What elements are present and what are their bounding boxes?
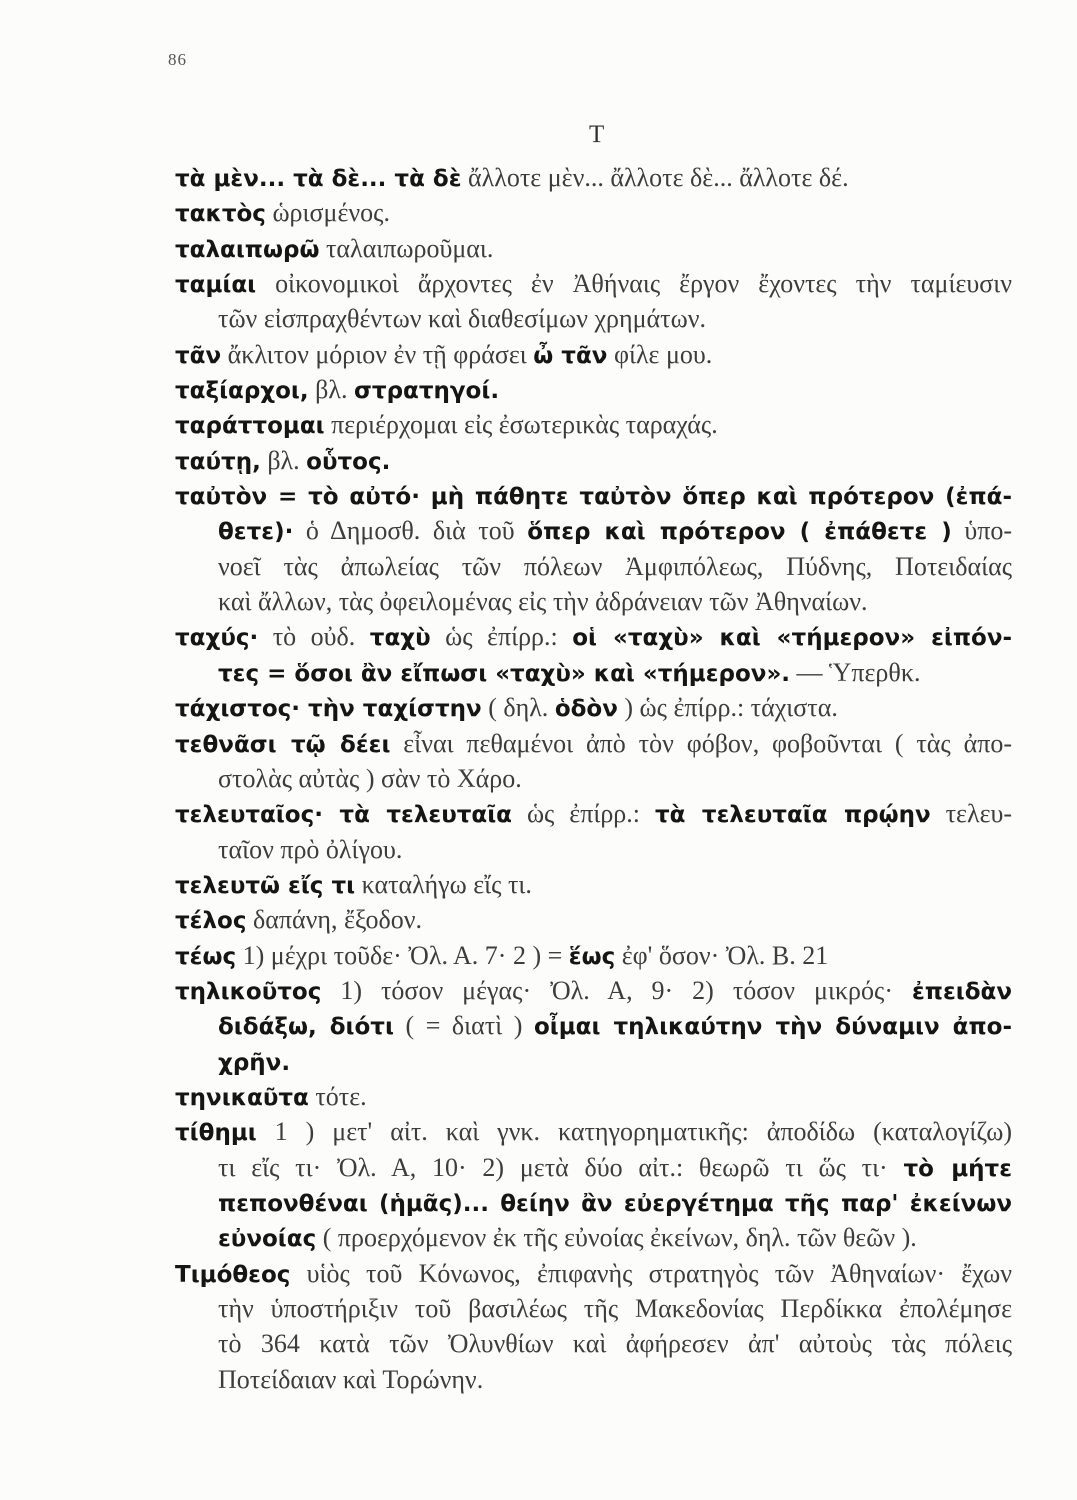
glossary-entry [175, 1256, 1012, 1397]
entry-continuation-line [175, 1220, 1012, 1255]
entry-continuation-line [175, 1185, 1012, 1220]
glossary-entry [175, 443, 1012, 478]
definition-text: ταλαιπωροῦμαι. [325, 233, 494, 263]
glossary-entry [175, 407, 1012, 442]
entry-continuation-line [175, 301, 1012, 336]
entry-first-line [175, 726, 1012, 761]
headword-text: ταχὺ [369, 625, 431, 652]
entry-first-line [175, 337, 1012, 372]
headword-text: τάχιστος· τὴν ταχίστην [175, 696, 482, 723]
line-text [218, 761, 522, 796]
definition-text: Ποτείδαιαν καὶ Τορώνην. [218, 1364, 484, 1394]
glossary-entry [175, 1114, 1012, 1255]
definition-text: νοεῖ τὰς ἀπωλείας τῶν πόλεων Ἀμφιπόλεως, Πύδνης, Ποτειδαίας [218, 551, 1012, 581]
definition-text: περιέρχομαι εἰς ἐσωτερικὰς ταραχάς. [331, 410, 718, 440]
definition-text: — Ὑπερθκ. [796, 657, 921, 687]
glossary-entry [175, 867, 1012, 902]
entry-first-line [175, 1114, 1012, 1149]
glossary-entry [175, 973, 1012, 1079]
definition-text: ὡρισμένος. [272, 198, 390, 228]
entry-first-line [175, 266, 1012, 301]
entry-continuation-line [175, 1362, 1012, 1397]
line-text [218, 1326, 1012, 1361]
definition-text: οἰκονομικοὶ ἄρχοντες ἐν Ἀθήναις ἔργον ἔχοντες τὴν ταμίευσιν [275, 269, 1013, 299]
line-text [175, 266, 1012, 303]
headword-text: θετε)· [218, 519, 294, 546]
glossary-entry [175, 478, 1012, 619]
glossary-entry [175, 902, 1012, 937]
headword-text: ἕως [568, 943, 616, 970]
line-text [175, 231, 493, 268]
definition-text: ( δηλ. [488, 693, 549, 723]
headword-text: τες = ὅσοι ἂν εἴπωσι «ταχὺ» καὶ «τήμερον». [218, 660, 791, 687]
headword-text: τελευταῖος· τὰ τελευταῖα [175, 802, 512, 829]
glossary-entry [175, 266, 1012, 337]
definition-text: τὸ οὐδ. [272, 622, 356, 652]
line-text [175, 726, 1012, 763]
headword-text: οἶμαι τηλικαύτην τὴν δύναμιν ἀπο- [533, 1014, 1013, 1041]
glossary-entry [175, 726, 1012, 797]
entry-first-line [175, 443, 1012, 478]
line-text [218, 1362, 483, 1397]
headword-text: τέλος [175, 908, 247, 935]
headword-text: τεθνᾶσι τῷ δέει [175, 731, 391, 758]
definition-text: τὸ 364 κατὰ τῶν Ὀλυνθίων καὶ ἀφήρεσεν ἀπ' αὐτοὺς τὰς πόλεις [218, 1329, 1012, 1359]
headword-text: ταὐτὸν = τὸ αὐτό· μὴ πάθητε ταὐτὸν ὅπερ καὶ πρότερον (ἐπά- [175, 484, 1012, 511]
glossary-entry [175, 1079, 1012, 1114]
headword-text: ταχύς· [175, 625, 259, 652]
line-text [175, 619, 1012, 656]
headword-text: ταράττομαι [175, 413, 325, 440]
definition-text: ὡς ἐπίρρ.: [526, 799, 641, 829]
entry-continuation-line [175, 1044, 1012, 1079]
entry-continuation-line [175, 1150, 1012, 1185]
headword-text: τέως [175, 943, 237, 970]
definition-text: δαπάνη, ἔξοδον. [252, 905, 423, 935]
entry-continuation-line [175, 655, 1012, 690]
entry-first-line [175, 160, 1012, 195]
entry-continuation-line [175, 761, 1012, 796]
line-text [218, 1044, 290, 1081]
headword-text: στρατηγοί. [353, 378, 500, 405]
definition-text: 1) τόσον μέγας· Ὀλ. Α, 9· 2) τόσον μικρός· [340, 975, 893, 1005]
entry-first-line [175, 372, 1012, 407]
line-text [175, 407, 718, 444]
entry-continuation-line [175, 584, 1012, 619]
entry-first-line [175, 938, 1012, 973]
entry-continuation-line [175, 513, 1012, 548]
headword-text: τελευτῶ εἴς τι [175, 872, 356, 899]
entry-continuation-line [175, 1326, 1012, 1361]
headword-text: πεπονθέναι (ἡμᾶς)... θείην ἂν εὐεργέτημα τῆς παρ' ἐκείνων [218, 1190, 1012, 1217]
glossary-entry [175, 796, 1012, 867]
entry-first-line [175, 973, 1012, 1008]
line-text [175, 1256, 1012, 1293]
section-letter-heading: Τ [589, 121, 605, 148]
headword-text: τᾶν [175, 342, 222, 369]
glossary-entry [175, 372, 1012, 407]
headword-text: τὸ μήτε [903, 1155, 1013, 1182]
definition-text: υἱὸς τοῦ Κόνωνος, ἐπιφανὴς στρατηγὸς τῶν Ἀθηναίων· ἔχων [306, 1258, 1012, 1288]
headword-text: ὁδὸν [554, 696, 618, 723]
entry-first-line [175, 231, 1012, 266]
headword-text: τὰ μὲν... τὰ δὲ... τὰ δὲ [175, 166, 462, 192]
definition-text: βλ. [267, 445, 300, 475]
headword-text: ταλαιπωρῶ [175, 236, 320, 263]
line-text [175, 1079, 367, 1116]
definition-text: βλ. [315, 375, 348, 405]
entry-first-line [175, 195, 1012, 230]
line-text [175, 902, 422, 939]
definition-text: ( = διατὶ ) [405, 1011, 523, 1041]
line-text [218, 832, 402, 867]
definition-text: ταῖον πρὸ ὀλίγου. [218, 834, 403, 864]
entry-first-line [175, 867, 1012, 902]
entry-continuation-line [175, 1291, 1012, 1326]
glossary-entries [175, 160, 1012, 1397]
entry-continuation-line [175, 1008, 1012, 1043]
line-text [175, 867, 532, 904]
line-text [175, 337, 712, 374]
definition-text: ὑπο- [964, 516, 1013, 546]
definition-text: καταλήγω εἴς τι. [361, 869, 532, 899]
headword-text: ὅπερ καὶ πρότερον ( ἐπάθετε ) [527, 519, 952, 546]
headword-text: Τιμόθεος [175, 1261, 291, 1288]
glossary-entry [175, 160, 1012, 195]
entry-continuation-line [175, 832, 1012, 867]
line-text [175, 478, 1012, 515]
headword-text: τακτὸς [175, 201, 266, 228]
definition-text: 1 ) μετ' αἰτ. καὶ γνκ. κατηγορηματικῆς: ἀποδίδω (καταλογίζω) [274, 1117, 1012, 1147]
line-text [175, 938, 828, 975]
line-text [218, 301, 706, 336]
line-text [175, 160, 849, 197]
line-text [175, 796, 1012, 833]
headword-text: τίθημι [175, 1120, 257, 1147]
glossary-entry [175, 619, 1012, 690]
definition-text: ὁ Δημοσθ. διὰ τοῦ [305, 516, 515, 546]
definition-text: ὡς ἐπίρρ.: [445, 622, 558, 652]
line-text [218, 584, 868, 619]
line-text [218, 1008, 1012, 1045]
definition-text: ἐφ' ὅσον· Ὀλ. Β. 21 [621, 940, 829, 970]
entry-first-line [175, 690, 1012, 725]
line-text [218, 1185, 1012, 1222]
glossary-entry [175, 938, 1012, 973]
headword-text: τηλικοῦτος [175, 978, 322, 1005]
definition-text: τότε. [315, 1081, 367, 1111]
headword-text: διδάξω, διότι [218, 1014, 394, 1041]
line-text [218, 1150, 1012, 1187]
headword-text: οἱ «ταχὺ» καὶ «τήμερον» εἰπόν- [572, 625, 1013, 652]
line-text [218, 655, 920, 692]
line-text [218, 1291, 1012, 1326]
line-text [175, 195, 390, 232]
definition-text: ἄκλιτον μόριον ἐν τῇ φράσει [227, 339, 527, 369]
headword-text: χρῆν. [218, 1049, 291, 1076]
headword-text: τηνικαῦτα [175, 1084, 309, 1111]
glossary-entry [175, 690, 1012, 725]
headword-text: ταξίαρχοι, [175, 378, 309, 405]
headword-text: ὦ τᾶν [533, 342, 608, 369]
line-text [218, 1220, 917, 1257]
glossary-entry [175, 195, 1012, 230]
line-text [175, 690, 838, 727]
page-number: 86 [168, 50, 187, 69]
line-text [175, 372, 499, 409]
definition-text: στολὰς αὐτὰς ) σὰν τὸ Χάρο. [218, 763, 522, 793]
definition-text: ( προερχόμενον ἐκ τῆς εὐνοίας ἐκείνων, δηλ. τῶν θεῶν ). [322, 1223, 917, 1253]
entry-first-line [175, 407, 1012, 442]
line-text [175, 1114, 1012, 1151]
entry-first-line [175, 902, 1012, 937]
definition-text: 1) μέχρι τοῦδε· Ὀλ. Α. 7· 2 ) = [242, 940, 563, 970]
definition-text: τῶν εἰσπραχθέντων καὶ διαθεσίμων χρημάτων. [218, 304, 706, 334]
definition-text: ) ὡς ἐπίρρ.: τάχιστα. [624, 693, 838, 723]
glossary-entry [175, 337, 1012, 372]
headword-text: οὗτος. [306, 448, 391, 475]
entry-first-line [175, 478, 1012, 513]
entry-first-line [175, 1079, 1012, 1114]
headword-text: ταύτῃ, [175, 448, 261, 475]
definition-text: τελευ- [945, 799, 1013, 829]
line-text [218, 513, 1012, 550]
definition-text: ἄλλοτε μὲν... ἄλλοτε δὲ... ἄλλοτε δέ. [468, 163, 849, 192]
glossary-entry [175, 231, 1012, 266]
entry-continuation-line [175, 549, 1012, 584]
headword-text: ταμίαι [175, 272, 257, 299]
definition-text: εἶναι πεθαμένοι ἀπὸ τὸν φόβον, φοβοῦνται ( τὰς ἀπο- [403, 728, 1012, 758]
headword-text: τὰ τελευταῖα πρῴην [654, 802, 931, 829]
headword-text: ἐπειδὰν [911, 978, 1013, 1005]
entry-first-line [175, 1256, 1012, 1291]
headword-text: εὐνοίας [218, 1226, 317, 1253]
entry-first-line [175, 619, 1012, 654]
definition-text: τι εἴς τι· Ὀλ. Α, 10· 2) μετὰ δύο αἰτ.: θεωρῶ τι ὥς τι· [218, 1152, 888, 1182]
line-text [175, 443, 390, 480]
definition-text: φίλε μου. [613, 339, 713, 369]
line-text [175, 973, 1012, 1010]
definition-text: καὶ ἄλλων, τὰς ὀφειλομένας εἰς τὴν ἀδράνειαν τῶν Ἀθηναίων. [218, 587, 868, 617]
definition-text: τὴν ὑποστήριξιν τοῦ βασιλέως τῆς Μακεδονίας Περδίκκα ἐπολέμησε [218, 1294, 1012, 1323]
entry-first-line [175, 796, 1012, 831]
line-text [218, 549, 1012, 584]
